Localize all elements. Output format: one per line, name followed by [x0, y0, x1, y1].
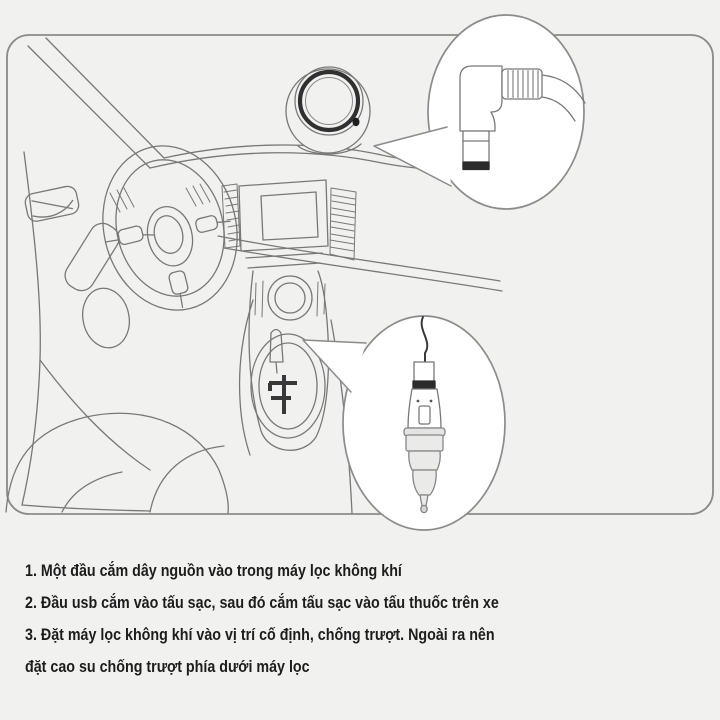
instruction-line-1: 1. Một đầu cắm dây nguồn vào trong máy lọc không khí — [25, 561, 402, 580]
instruction-list — [25, 555, 589, 683]
instruction-line-3-continued: đặt cao su chống trượt phía dưới máy lọc — [25, 657, 310, 676]
power-port-dot — [353, 118, 360, 126]
instruction-line-3: 3. Đặt máy lọc không khí vào vị trí cố định, chống trượt. Ngoài ra nên — [25, 625, 495, 644]
instruction-line-2: 2. Đầu usb cắm vào tấu sạc, sau đó cắm tấu sạc vào tấu thuốc trên xe — [25, 593, 499, 612]
